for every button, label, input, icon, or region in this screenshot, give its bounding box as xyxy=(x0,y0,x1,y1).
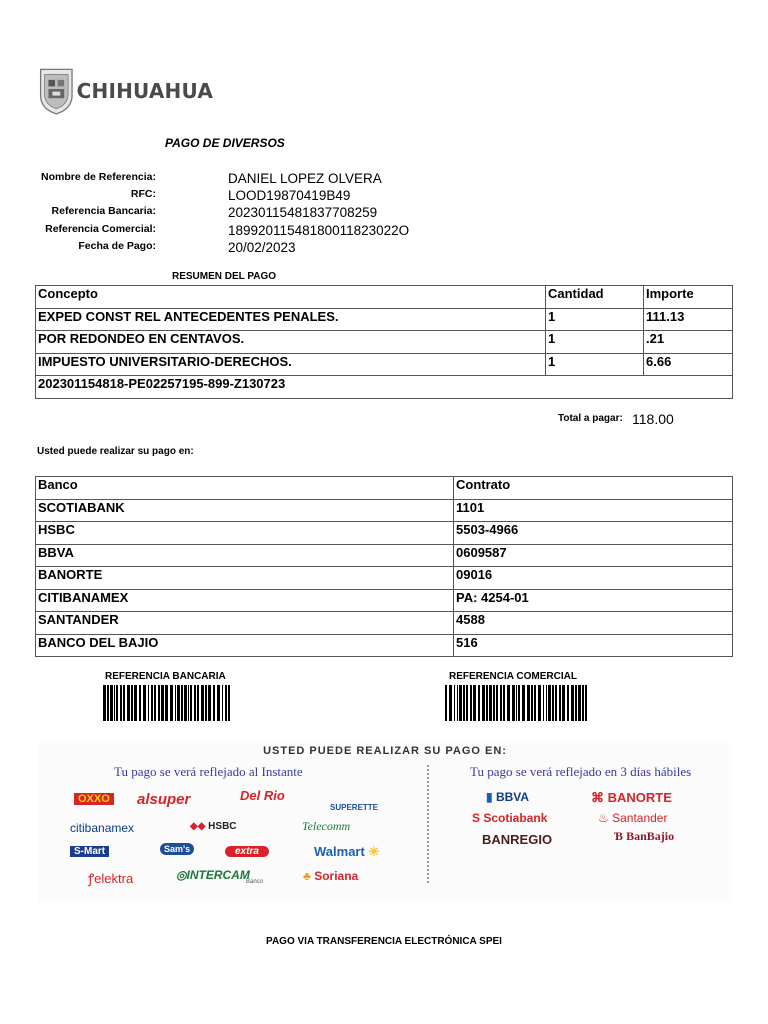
santander-flame-icon: ♨ xyxy=(598,811,613,825)
scotiabank-s-icon: S xyxy=(472,811,484,825)
cell-contrato: 5503-4966 xyxy=(454,522,733,545)
brand-extra: extra xyxy=(225,846,269,857)
barcode-bar xyxy=(470,685,472,721)
brand-soriana-label: Soriana xyxy=(314,869,359,883)
cell-cantidad: 1 xyxy=(546,308,644,331)
table-row xyxy=(36,544,733,567)
barcode-bar xyxy=(582,685,584,721)
brand-elektra-label: elektra xyxy=(94,871,134,886)
barcode-bar xyxy=(562,685,565,721)
cell-concepto: POR REDONDEO EN CENTAVOS. xyxy=(36,331,546,354)
barcode-bar xyxy=(131,685,133,721)
barcode-bar xyxy=(463,685,465,721)
barcode-bar xyxy=(449,685,452,721)
barcode-bar xyxy=(489,685,492,721)
barcode-bar xyxy=(110,685,113,721)
table-row xyxy=(36,589,733,612)
brand-smart: S-Mart xyxy=(70,846,109,857)
barcode-bar xyxy=(546,685,547,721)
reference-values xyxy=(228,170,409,256)
barcode-bar xyxy=(165,685,168,721)
label-ref-comercial: Referencia Comercial: xyxy=(45,222,156,235)
barcode-bar xyxy=(103,685,106,721)
cell-contrato: 09016 xyxy=(454,567,733,590)
barcode-bar xyxy=(543,685,544,721)
barcode-bar xyxy=(201,685,204,721)
brand-delrio: Del Rio xyxy=(240,788,285,803)
banner-title: USTED PUEDE REALIZAR SU PAGO EN: xyxy=(263,745,507,757)
barcode-bar xyxy=(512,685,515,721)
cell-contrato: 4588 xyxy=(454,612,733,635)
barcode-bar xyxy=(538,685,541,721)
barcode-bar xyxy=(527,685,530,721)
barcode-bar xyxy=(559,685,561,721)
cell-banco: HSBC xyxy=(36,522,454,545)
table-row xyxy=(36,308,733,331)
bbva-block-icon: ▮ xyxy=(486,790,496,804)
barcode-bar xyxy=(578,685,581,721)
chihuahua-logo xyxy=(38,54,213,128)
col-cantidad: Cantidad xyxy=(546,286,644,309)
table-row xyxy=(36,499,733,522)
barcode-bar xyxy=(486,685,488,721)
intercam-logo-icon: ◎ xyxy=(176,868,187,882)
barcode-bar xyxy=(127,685,130,721)
brand-banbajio-label: BanBajio xyxy=(626,829,675,843)
barcode-bancaria xyxy=(103,685,233,721)
label-rfc: RFC: xyxy=(130,188,156,201)
barcode-bar xyxy=(493,685,495,721)
total-value: 118.00 xyxy=(632,411,674,427)
barcode-bancaria-label: REFERENCIA BANCARIA xyxy=(105,671,226,682)
barcode-bar xyxy=(459,685,462,721)
barcode-bar xyxy=(205,685,207,721)
brand-bbva-label: BBVA xyxy=(495,790,530,804)
barcode-bar xyxy=(107,685,109,721)
pay-where-intro: Usted puede realizar su pago en: xyxy=(37,446,194,457)
brand-santander xyxy=(598,811,667,825)
brand-superette: SUPERETTE xyxy=(330,803,379,812)
barcode-bar xyxy=(531,685,533,721)
col-banco: Banco xyxy=(36,477,454,500)
soriana-leaf-icon: ♣ xyxy=(303,869,315,883)
label-fecha: Fecha de Pago: xyxy=(78,239,156,252)
summary-title: RESUMEN DEL PAGO xyxy=(172,271,277,282)
barcode-bar xyxy=(208,685,211,721)
document-title: PAGO DE DIVERSOS xyxy=(165,136,285,150)
barcode-bar xyxy=(161,685,164,721)
brand-scotiabank-label: Scotiabank xyxy=(483,811,548,825)
brand-soriana xyxy=(303,869,358,883)
cell-banco: CITIBANAMEX xyxy=(36,589,454,612)
cell-banco: BBVA xyxy=(36,544,454,567)
barcode-bar xyxy=(139,685,141,721)
barcode-bar xyxy=(175,685,176,721)
barcode-bar xyxy=(177,685,180,721)
col-importe: Importe xyxy=(644,286,733,309)
logo-wordmark: CHIHUAHUA xyxy=(76,79,213,103)
label-ref-bancaria: Referencia Bancaria: xyxy=(51,205,156,218)
barcode-bar xyxy=(507,685,510,721)
barcode-bar xyxy=(188,685,189,721)
payment-options-banner xyxy=(38,743,732,903)
label-nombre: Nombre de Referencia: xyxy=(41,171,156,183)
brand-telecomm: Telecomm xyxy=(302,819,351,833)
table-row xyxy=(36,567,733,590)
barcode-bar xyxy=(522,685,525,721)
barcode-bar xyxy=(120,685,122,721)
brand-banregio: BANREGIO xyxy=(482,832,553,847)
value-ref-bancaria: 20230115481837708259 xyxy=(228,205,378,221)
state-seal-icon xyxy=(38,54,75,128)
brand-oxxo: OXXO xyxy=(74,793,114,805)
walmart-spark-icon: ✳ xyxy=(364,844,380,859)
barcode-bar xyxy=(148,685,149,721)
table-row xyxy=(36,376,733,399)
table-row xyxy=(36,331,733,354)
barcode-bar xyxy=(503,685,505,721)
brand-scotiabank xyxy=(472,811,547,825)
cell-banco: BANORTE xyxy=(36,567,454,590)
brand-intercam-label: INTERCAM xyxy=(186,868,250,882)
barcode-bar xyxy=(478,685,480,721)
barcode-bar xyxy=(534,685,536,721)
cell-importe: .21 xyxy=(644,331,733,354)
barcode-bar xyxy=(585,685,587,721)
banks-table xyxy=(35,476,733,657)
barcode-bar xyxy=(571,685,574,721)
cell-reference-line: 202301154818-PE02257195-899-Z130723 xyxy=(36,376,733,399)
table-header-row xyxy=(36,477,733,500)
brand-banorte xyxy=(591,790,672,806)
barcode-bar xyxy=(555,685,557,721)
cell-importe: 6.66 xyxy=(644,353,733,376)
brand-intercam-tagline: Banco xyxy=(246,879,264,885)
brand-walmart-label: Walmart xyxy=(314,844,365,859)
cell-banco: BANCO DEL BAJIO xyxy=(36,634,454,657)
brand-bbva xyxy=(486,790,529,804)
value-fecha: 20/02/2023 xyxy=(228,239,296,255)
summary-table xyxy=(35,285,733,399)
barcode-bar xyxy=(225,685,227,721)
cell-importe: 111.13 xyxy=(644,308,733,331)
barcode-bar xyxy=(575,685,577,721)
barcode-bar xyxy=(114,685,115,721)
brand-hsbc xyxy=(190,821,237,832)
elektra-logo-icon: ꝭ xyxy=(88,871,95,886)
spei-footer: PAGO VIA TRANSFERENCIA ELECTRÓNICA SPEI xyxy=(266,936,502,947)
banner-divider xyxy=(427,765,429,883)
barcode-bar xyxy=(123,685,125,721)
barcode-bar xyxy=(213,685,215,721)
table-row xyxy=(36,353,733,376)
cell-cantidad: 1 xyxy=(546,331,644,354)
barcode-bar xyxy=(194,685,196,721)
barcode-bar xyxy=(170,685,173,721)
banbajio-b-icon: Ɓ xyxy=(614,829,627,843)
cell-contrato: PA: 4254-01 xyxy=(454,589,733,612)
col-contrato: Contrato xyxy=(454,477,733,500)
value-rfc: LOOD19870419B49 xyxy=(228,188,351,204)
table-header-row xyxy=(36,286,733,309)
table-row xyxy=(36,612,733,635)
brand-walmart xyxy=(314,844,379,860)
cell-banco: SANTANDER xyxy=(36,612,454,635)
cell-concepto: EXPED CONST REL ANTECEDENTES PENALES. xyxy=(36,308,546,331)
brand-elektra xyxy=(88,869,133,887)
barcode-bar xyxy=(190,685,192,721)
barcode-bar xyxy=(228,685,230,721)
table-row xyxy=(36,522,733,545)
barcode-bar xyxy=(116,685,118,721)
barcode-bar xyxy=(134,685,137,721)
brand-hsbc-label: HSBC xyxy=(208,821,237,832)
barcode-bar xyxy=(473,685,476,721)
barcode-bar xyxy=(552,685,554,721)
banorte-logo-icon: ⌘ xyxy=(591,790,608,805)
value-nombre: DANIEL LOPEZ OLVERA xyxy=(228,171,382,186)
cell-contrato: 1101 xyxy=(454,499,733,522)
barcode-comercial xyxy=(445,685,589,721)
barcode-bar xyxy=(197,685,199,721)
hsbc-hexagon-icon: ◆◆ xyxy=(190,821,209,832)
brand-citibanamex: citibanamex xyxy=(70,821,135,835)
cell-contrato: 0609587 xyxy=(454,544,733,567)
barcode-bar xyxy=(154,685,156,721)
brand-alsuper: alsuper xyxy=(137,791,191,808)
barcode-bar xyxy=(496,685,498,721)
barcode-bar xyxy=(184,685,187,721)
barcode-bar xyxy=(445,685,447,721)
col-concepto: Concepto xyxy=(36,286,546,309)
barcode-bar xyxy=(482,685,485,721)
barcode-bar xyxy=(454,685,455,721)
barcode-bar xyxy=(457,685,458,721)
barcode-bar xyxy=(143,685,146,721)
barcode-bar xyxy=(181,685,183,721)
brand-banbajio xyxy=(614,829,674,844)
cell-concepto: IMPUESTO UNIVERSITARIO-DERECHOS. xyxy=(36,353,546,376)
barcode-bar xyxy=(466,685,468,721)
barcode-comercial-label: REFERENCIA COMERCIAL xyxy=(449,671,577,682)
reference-labels xyxy=(20,169,156,255)
table-row xyxy=(36,634,733,657)
barcode-bar xyxy=(518,685,520,721)
barcode-bar xyxy=(567,685,569,721)
barcode-bar xyxy=(516,685,517,721)
barcode-bar xyxy=(151,685,153,721)
brand-intercam xyxy=(176,868,264,885)
barcode-bar xyxy=(500,685,502,721)
cell-banco: SCOTIABANK xyxy=(36,499,454,522)
banner-right-subtitle: Tu pago se verá reflejado en 3 días hábiles xyxy=(470,764,692,779)
barcode-bar xyxy=(217,685,220,721)
brand-santander-label: Santander xyxy=(612,811,668,825)
value-ref-comercial: 18992011548180011823022O xyxy=(228,222,410,238)
brand-banorte-label: BANORTE xyxy=(607,790,672,805)
cell-cantidad: 1 xyxy=(546,353,644,376)
total-label: Total a pagar: xyxy=(558,413,623,424)
banner-left-subtitle: Tu pago se verá reflejado al Instante xyxy=(114,764,303,779)
barcode-bar xyxy=(548,685,551,721)
cell-contrato: 516 xyxy=(454,634,733,657)
brand-sams: Sam's xyxy=(160,843,194,855)
barcode-bar xyxy=(222,685,223,721)
barcode-bar xyxy=(158,685,160,721)
